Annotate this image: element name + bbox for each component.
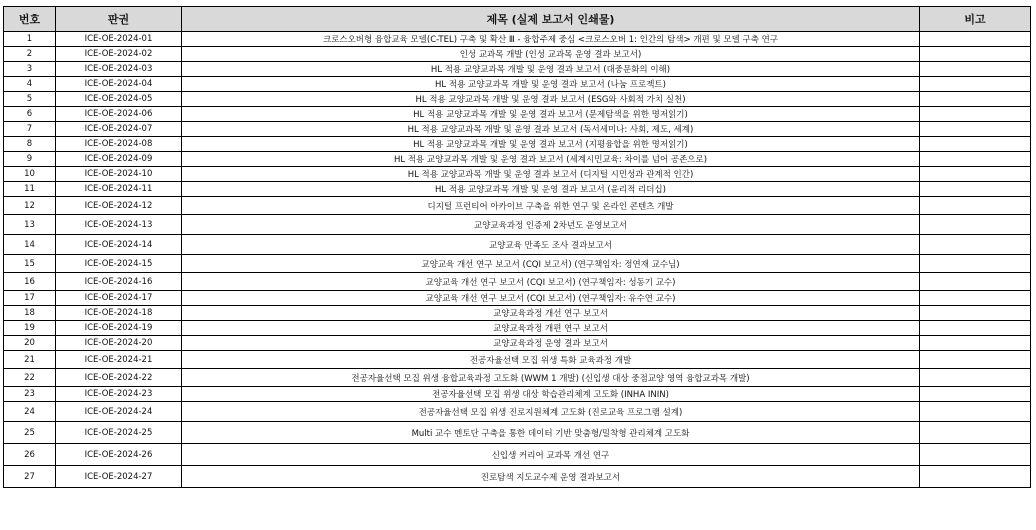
table-row — [4, 422, 1031, 444]
cell-num: 20 — [4, 336, 56, 351]
cell-code: ICE-OE-2024-04 — [56, 77, 182, 92]
cell-code: ICE-OE-2024-25 — [56, 422, 182, 444]
cell-num: 10 — [4, 167, 56, 182]
table-row — [4, 107, 1031, 122]
cell-num: 18 — [4, 306, 56, 321]
cell-code: ICE-OE-2024-18 — [56, 306, 182, 321]
cell-title: 교양교육과정 인증제 2차년도 운영보고서 — [182, 215, 920, 235]
report-table — [3, 6, 1031, 488]
cell-num: 25 — [4, 422, 56, 444]
cell-title: HL 적용 교양교과목 개발 및 운영 결과 보고서 (문제탐색을 위한 명저읽기) — [182, 107, 920, 122]
cell-code: ICE-OE-2024-19 — [56, 321, 182, 336]
cell-code: ICE-OE-2024-15 — [56, 255, 182, 273]
cell-note — [920, 167, 1031, 182]
header-note: 비고 — [920, 7, 1031, 32]
table-row — [4, 167, 1031, 182]
cell-title: 교양교육 개선 연구 보고서 (CQI 보고서) (연구책임자: 성동기 교수) — [182, 273, 920, 291]
table-body — [4, 32, 1031, 488]
cell-title: 전공자율선택 모집 위생 특화 교육과정 개발 — [182, 351, 920, 369]
cell-title: 전공자율선택 모집 위생 진로지원체계 고도화 (진로교육 프로그램 설계) — [182, 402, 920, 422]
cell-title: 전공자율선택 모집 위생 융합교육과정 고도화 (WWM 1 개발) (신입생 대상 중점교양 영역 융합교과목 개발) — [182, 369, 920, 387]
table-row — [4, 306, 1031, 321]
cell-note — [920, 92, 1031, 107]
cell-note — [920, 137, 1031, 152]
table-row — [4, 369, 1031, 387]
cell-num: 21 — [4, 351, 56, 369]
table-row — [4, 291, 1031, 306]
cell-num: 6 — [4, 107, 56, 122]
cell-code: ICE-OE-2024-26 — [56, 444, 182, 466]
table-row — [4, 351, 1031, 369]
table-row — [4, 235, 1031, 255]
cell-title: HL 적용 교양교과목 개발 및 운영 결과 보고서 (지평융합을 위한 명저읽기) — [182, 137, 920, 152]
table-row — [4, 273, 1031, 291]
cell-note — [920, 107, 1031, 122]
cell-num: 8 — [4, 137, 56, 152]
cell-title: HL 적용 교양교과목 개발 및 운영 결과 보고서 (윤리적 리더십) — [182, 182, 920, 197]
cell-num: 26 — [4, 444, 56, 466]
cell-num: 1 — [4, 32, 56, 47]
cell-code: ICE-OE-2024-24 — [56, 402, 182, 422]
header-row — [4, 7, 1031, 32]
cell-note — [920, 444, 1031, 466]
cell-title: HL 적용 교양교과목 개발 및 운영 결과 보고서 (디지털 시민성과 관계적 인간) — [182, 167, 920, 182]
table-row — [4, 444, 1031, 466]
cell-title: HL 적용 교양교과목 개발 및 운영 결과 보고서 (독서세미나: 사회, 제도, 세계) — [182, 122, 920, 137]
cell-num: 17 — [4, 291, 56, 306]
cell-note — [920, 387, 1031, 402]
cell-num: 7 — [4, 122, 56, 137]
cell-note — [920, 336, 1031, 351]
cell-num: 4 — [4, 77, 56, 92]
cell-title: 교양교육 만족도 조사 결과보고서 — [182, 235, 920, 255]
cell-title: 크로스오버형 융합교육 모델(C-TEL) 구축 및 확산 Ⅲ - 융합주제 중심 <크로스오버 1: 인간의 탐색> 개편 및 모델 구축 연구 — [182, 32, 920, 47]
cell-code: ICE-OE-2024-01 — [56, 32, 182, 47]
cell-code: ICE-OE-2024-07 — [56, 122, 182, 137]
cell-num: 9 — [4, 152, 56, 167]
cell-num: 23 — [4, 387, 56, 402]
table-row — [4, 137, 1031, 152]
cell-code: ICE-OE-2024-03 — [56, 62, 182, 77]
table-row — [4, 466, 1031, 488]
cell-code: ICE-OE-2024-27 — [56, 466, 182, 488]
cell-note — [920, 369, 1031, 387]
cell-title: 신입생 커리어 교과목 개선 연구 — [182, 444, 920, 466]
table-row — [4, 402, 1031, 422]
cell-note — [920, 402, 1031, 422]
cell-code: ICE-OE-2024-23 — [56, 387, 182, 402]
header-num: 번호 — [4, 7, 56, 32]
cell-note — [920, 321, 1031, 336]
cell-num: 3 — [4, 62, 56, 77]
cell-note — [920, 182, 1031, 197]
cell-code: ICE-OE-2024-09 — [56, 152, 182, 167]
cell-note — [920, 197, 1031, 215]
cell-code: ICE-OE-2024-12 — [56, 197, 182, 215]
cell-title: HL 적용 교양교과목 개발 및 운영 결과 보고서 (나눔 프로젝트) — [182, 77, 920, 92]
cell-note — [920, 152, 1031, 167]
table-header — [4, 7, 1031, 32]
cell-title: HL 적용 교양교과목 개발 및 운영 결과 보고서 (ESG와 사회적 가치 실천) — [182, 92, 920, 107]
cell-num: 27 — [4, 466, 56, 488]
header-code: 판권 — [56, 7, 182, 32]
cell-code: ICE-OE-2024-10 — [56, 167, 182, 182]
cell-code: ICE-OE-2024-08 — [56, 137, 182, 152]
cell-title: Multi 교수 멘토단 구축을 통한 데이터 기반 맞춤형/밀착형 관리체계 고도화 — [182, 422, 920, 444]
cell-num: 15 — [4, 255, 56, 273]
cell-title: HL 적용 교양교과목 개발 및 운영 결과 보고서 (대중문화의 이해) — [182, 62, 920, 77]
cell-note — [920, 47, 1031, 62]
cell-note — [920, 235, 1031, 255]
table-row — [4, 77, 1031, 92]
cell-num: 19 — [4, 321, 56, 336]
cell-note — [920, 422, 1031, 444]
table-row — [4, 197, 1031, 215]
cell-title: HL 적용 교양교과목 개발 및 운영 결과 보고서 (세계시민교육: 차이를 넘어 공존으로) — [182, 152, 920, 167]
cell-note — [920, 255, 1031, 273]
cell-title: 진로탐색 지도교수제 운영 결과보고서 — [182, 466, 920, 488]
cell-title: 디지털 프런티어 아카이브 구축을 위한 연구 및 온라인 콘텐츠 개발 — [182, 197, 920, 215]
cell-note — [920, 122, 1031, 137]
cell-code: ICE-OE-2024-17 — [56, 291, 182, 306]
cell-num: 12 — [4, 197, 56, 215]
cell-note — [920, 62, 1031, 77]
cell-title: 인성 교과목 개발 (인성 교과목 운영 결과 보고서) — [182, 47, 920, 62]
cell-note — [920, 32, 1031, 47]
cell-title: 교양교육과정 개선 연구 보고서 — [182, 306, 920, 321]
cell-code: ICE-OE-2024-05 — [56, 92, 182, 107]
cell-title: 전공자율선택 모집 위생 대상 학습관리체계 고도화 (INHA ININ) — [182, 387, 920, 402]
cell-code: ICE-OE-2024-22 — [56, 369, 182, 387]
cell-title: 교양교육과정 개편 연구 보고서 — [182, 321, 920, 336]
cell-code: ICE-OE-2024-13 — [56, 215, 182, 235]
cell-title: 교양교육 개선 연구 보고서 (CQI 보고서) (연구책임자: 정연재 교수님) — [182, 255, 920, 273]
cell-num: 13 — [4, 215, 56, 235]
table-row — [4, 321, 1031, 336]
table-row — [4, 92, 1031, 107]
table-row — [4, 215, 1031, 235]
cell-code: ICE-OE-2024-11 — [56, 182, 182, 197]
cell-code: ICE-OE-2024-21 — [56, 351, 182, 369]
cell-code: ICE-OE-2024-20 — [56, 336, 182, 351]
cell-note — [920, 215, 1031, 235]
table-row — [4, 47, 1031, 62]
cell-note — [920, 77, 1031, 92]
table-row — [4, 122, 1031, 137]
cell-note — [920, 306, 1031, 321]
cell-note — [920, 351, 1031, 369]
cell-num: 2 — [4, 47, 56, 62]
cell-code: ICE-OE-2024-02 — [56, 47, 182, 62]
cell-num: 24 — [4, 402, 56, 422]
cell-title: 교양교육 개선 연구 보고서 (CQI 보고서) (연구책임자: 유수연 교수) — [182, 291, 920, 306]
cell-num: 16 — [4, 273, 56, 291]
cell-code: ICE-OE-2024-16 — [56, 273, 182, 291]
cell-code: ICE-OE-2024-06 — [56, 107, 182, 122]
cell-note — [920, 291, 1031, 306]
table-row — [4, 255, 1031, 273]
table-row — [4, 32, 1031, 47]
cell-note — [920, 273, 1031, 291]
table-row — [4, 152, 1031, 167]
cell-note — [920, 466, 1031, 488]
table-row — [4, 182, 1031, 197]
header-title: 제목 (실제 보고서 인쇄물) — [182, 7, 920, 32]
table-row — [4, 387, 1031, 402]
cell-num: 14 — [4, 235, 56, 255]
cell-num: 22 — [4, 369, 56, 387]
table-row — [4, 62, 1031, 77]
cell-num: 5 — [4, 92, 56, 107]
cell-code: ICE-OE-2024-14 — [56, 235, 182, 255]
cell-num: 11 — [4, 182, 56, 197]
table-row — [4, 336, 1031, 351]
cell-title: 교양교육과정 운영 결과 보고서 — [182, 336, 920, 351]
